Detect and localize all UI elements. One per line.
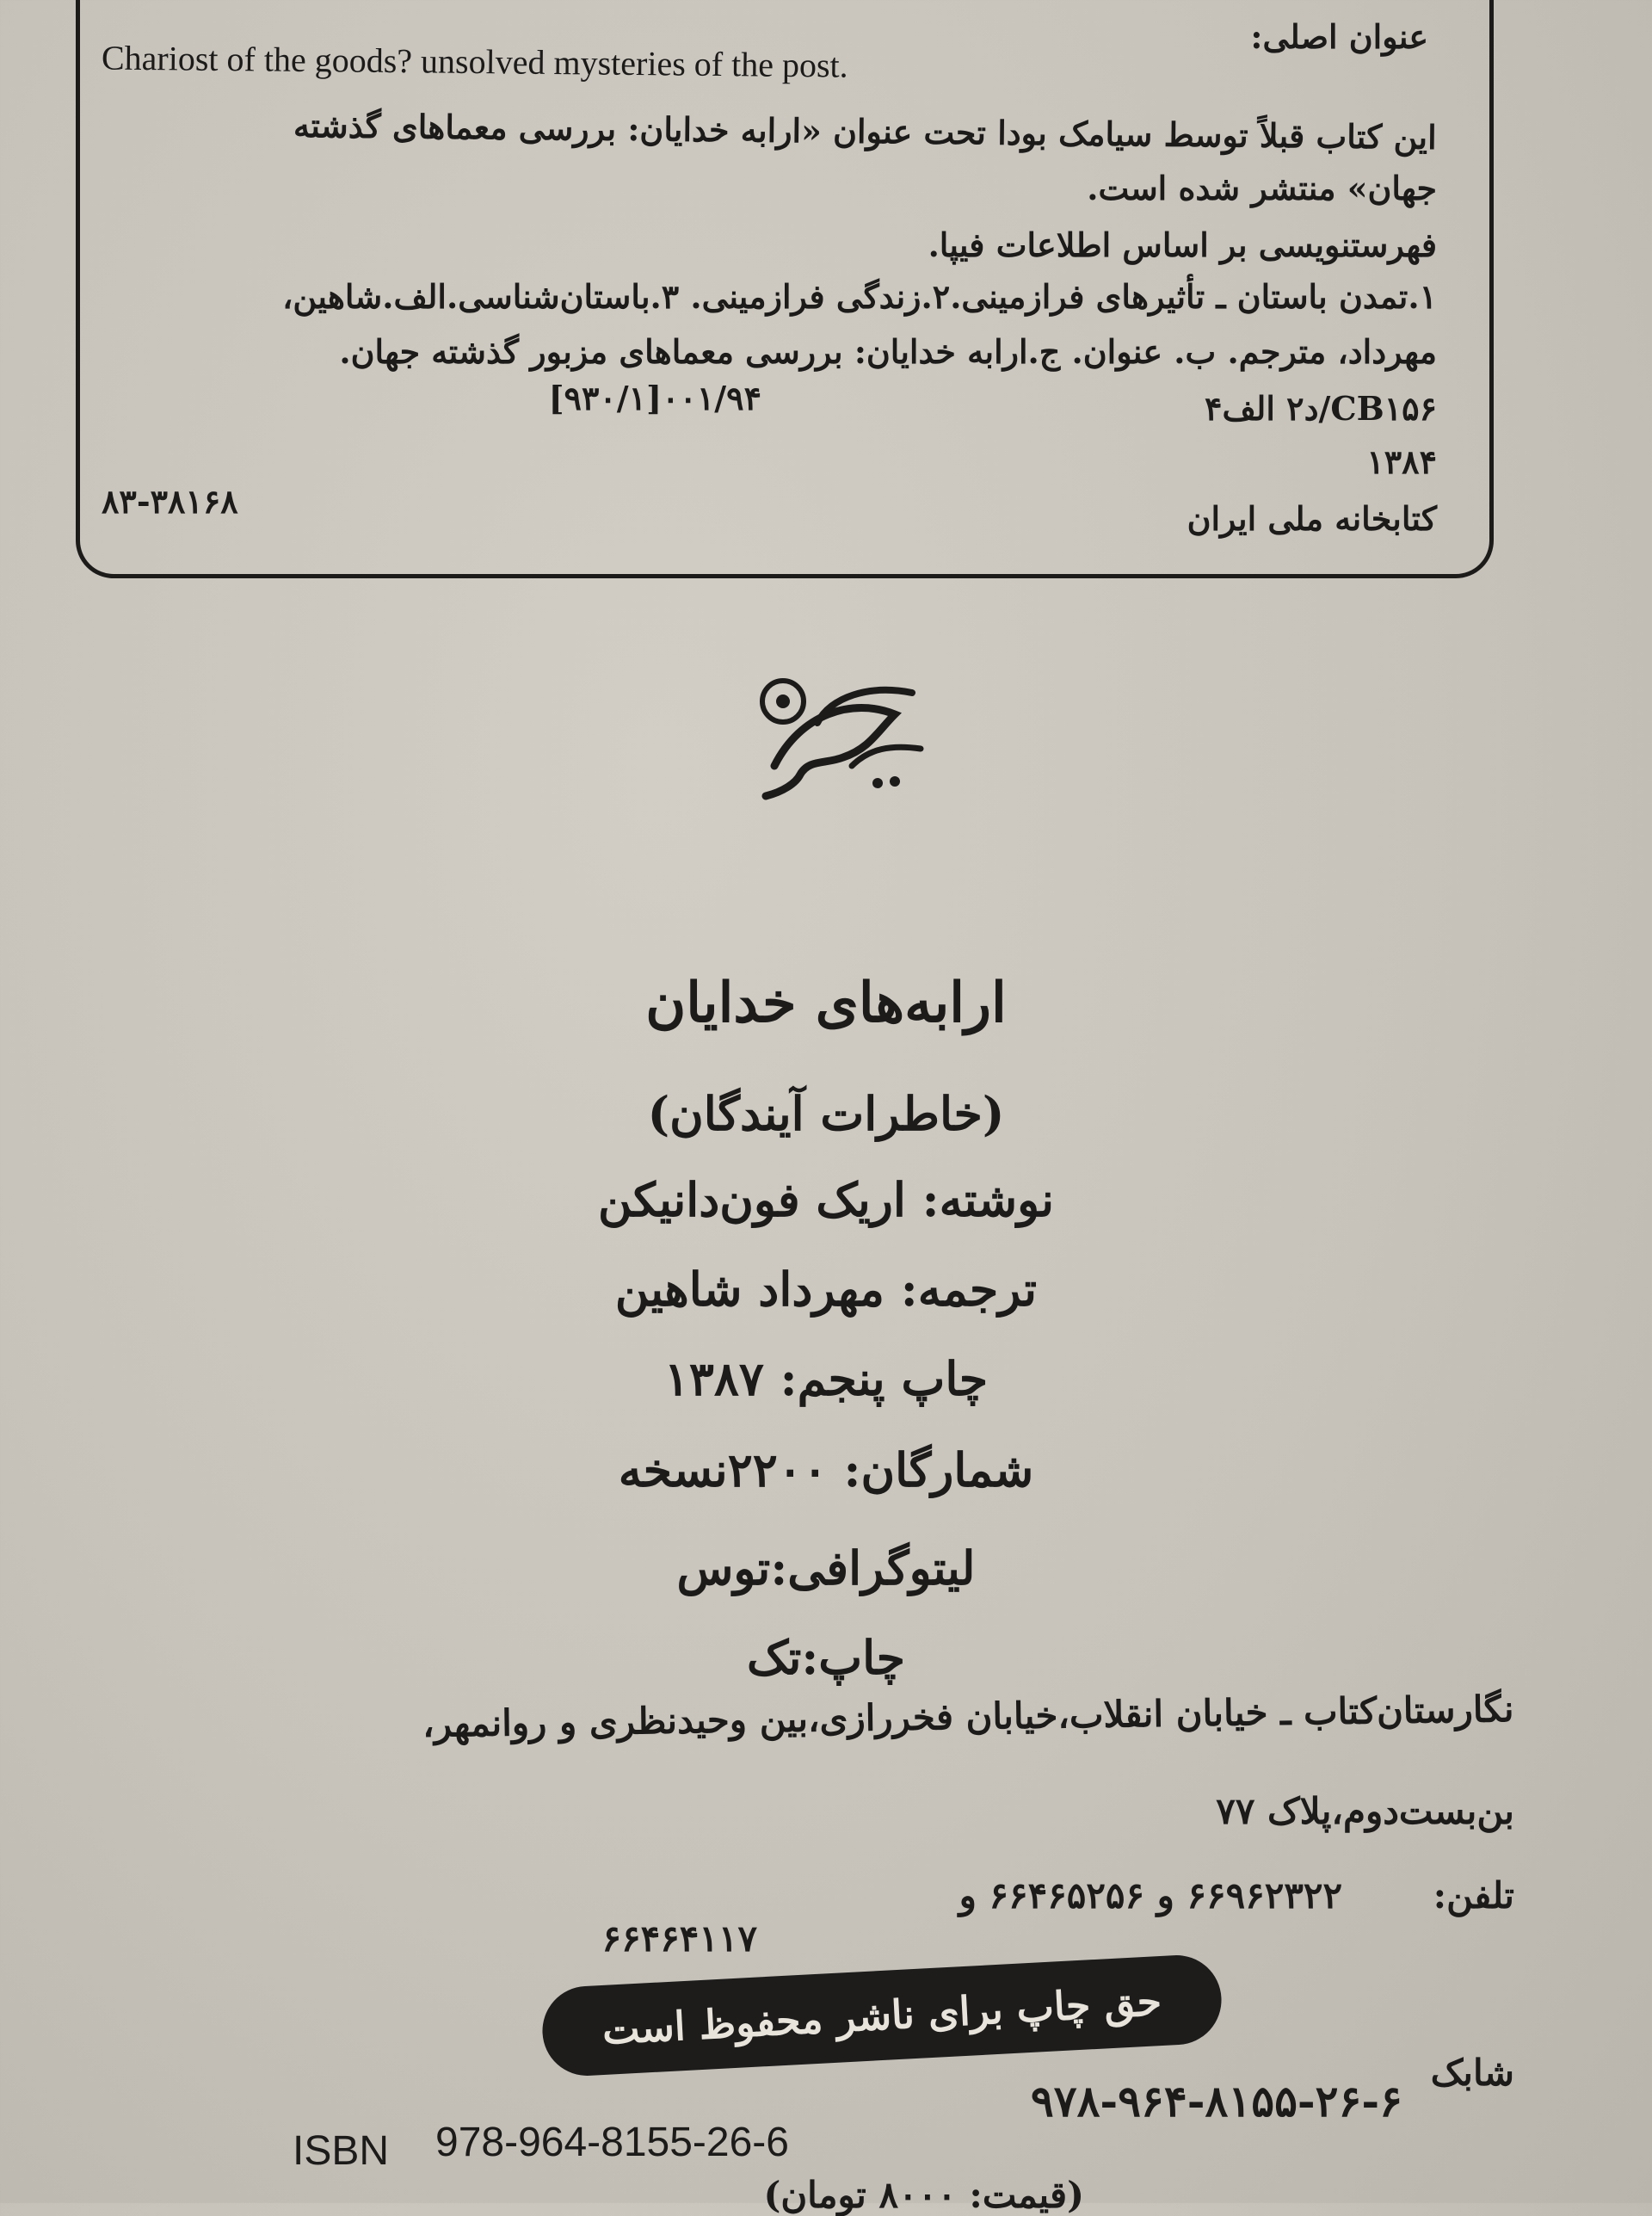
isbn-number: 978-964-8155-26-6: [435, 2120, 789, 2165]
original-title: Chariost of the goods? unsolved mysteries of the post.: [101, 38, 848, 85]
note-line-1: این کتاب قبلاً توسط سیامک بودا تحت عنوان «ارابه خدایان: بررسی معماهای گذشته: [293, 106, 1438, 157]
print-run-line: شمارگان: ۲۲۰۰نسخه: [618, 1442, 1034, 1497]
printing-line: چاپ:تک: [747, 1630, 905, 1685]
translator-line: ترجمه: مهرداد شاهین: [614, 1262, 1038, 1317]
phone-line-1: ۶۶۹۶۲۳۲۲ و ۶۶۴۶۵۲۵۶ و: [959, 1874, 1342, 1917]
book-subtitle: (خاطرات آیندگان): [647, 1086, 1005, 1141]
note-line-2: جهان» منتشر شده است.: [1087, 169, 1437, 207]
copyright-banner: حق چاپ برای ناشر محفوظ است: [540, 1953, 1224, 2077]
price-line: (قیمت: ۸۰۰۰ تومان): [763, 2174, 1084, 2216]
record-number: ۸۳-۳۸۱۶۸: [102, 482, 238, 521]
phone-line-2: ۶۶۴۶۴۱۱۷: [601, 1917, 757, 1960]
shabak-number: ۹۷۸-۹۶۴-۸۱۵۵-۲۶-۶: [1030, 2076, 1402, 2126]
book-title: ارابه‌های خدایان: [645, 971, 1007, 1035]
address-line-1: نگارستان‌کتاب ـ خیابان انقلاب،خیابان فخررازی،بین وحیدنظری و روانمهر،: [422, 1688, 1515, 1745]
subjects-line-2: مهرداد، مترجم. ب. عنوان. ج.ارابه خدایان: بررسی معماهای مزبور گذشته جهان.: [339, 332, 1437, 371]
subjects-line-1: ۱.تمدن باستان ـ تأثیرهای فرازمینی.۲.زندگی فرازمینی. ۳.باستان‌شناسی.الف.شاهین،: [282, 277, 1437, 316]
cip-year: ۱۳۸۴: [1366, 442, 1437, 481]
original-title-label: عنوان اصلی:: [1250, 17, 1428, 56]
isbn-label: ISBN: [293, 2128, 390, 2174]
dewey-number: ۰۰۱/۹۴[۹۳۰/۱]: [548, 379, 761, 417]
catalog-line: فهرستنویسی بر اساس اطلاعات فیپا.: [928, 225, 1437, 264]
edition-line: چاپ پنجم: ۱۳۸۷: [663, 1351, 989, 1406]
address-line-2: بن‌بست‌دوم،پلاک ۷۷: [1216, 1790, 1514, 1832]
phone-label: تلفن:: [1433, 1874, 1514, 1917]
shabak-label: شابک: [1430, 2052, 1514, 2094]
class-number: CB۱۵۶/د۲ الف۴: [1205, 389, 1437, 428]
author-line: نوشته: اریک فون‌دانیکن: [597, 1172, 1055, 1227]
publisher-logo: [749, 663, 938, 809]
national-library: کتابخانه ملی ایران: [1187, 499, 1437, 538]
lithography-line: لیتوگرافی:توس: [676, 1540, 976, 1596]
